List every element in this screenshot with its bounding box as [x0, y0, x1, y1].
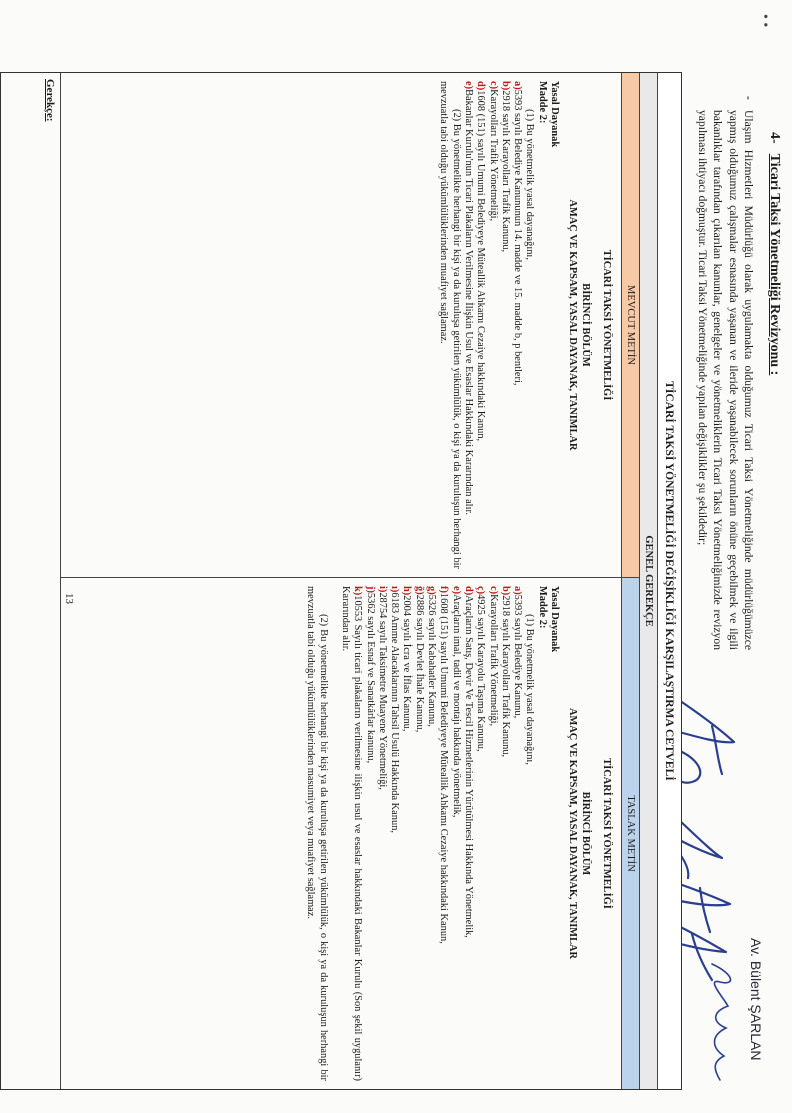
legal-basis-label: Yasal Dayanak: [549, 586, 560, 653]
regulation-title: TİCARİ TAKSİ YÖNETMELİĞİ: [601, 758, 612, 909]
reason-row: [0, 73, 61, 1089]
list-item: ç)4925 sayılı Karayolu Taşıma Kanunu,: [475, 586, 487, 752]
list-item: d)1608 (151) sayılı Umumi Belediyeye Müteallik Ahkamı Cezaiye hakkındaki Kanun,: [475, 81, 487, 442]
lawyer-signature: [702, 956, 742, 1086]
scan-marks: • •: [757, 14, 772, 28]
intro-paragraph: [694, 96, 756, 650]
list-item: e)Araçların imal, tadil ve montajı hakkında yönetmelik,: [450, 586, 462, 818]
column-headers: [621, 73, 639, 1089]
comparison-table: [0, 72, 682, 1090]
current-text-header: MEVCUT METİN: [622, 73, 639, 578]
list-item: d)Araçların Satış, Devir Ve Tescil Hizmetlerinin Yürütülmesi Hakkında Yönetmelik,: [462, 586, 474, 938]
regulation-title: TİCARİ TAKSİ YÖNETMELİĞİ: [601, 249, 612, 401]
section-number: 4-: [767, 132, 782, 144]
list-item: c)Karayolları Trafik Yönetmeliği,: [487, 81, 499, 222]
lawyer-stamp: [692, 938, 772, 1098]
list-item: e)Bakanlar Kurulu'nun Ticari Plakaların Verilmesine İlişkin Usul ve Esaslar Hakkındaki Kararından alır.: [462, 81, 474, 515]
list-item: g)5326 sayılı Kabahatler Kanunu,: [426, 586, 438, 727]
section-label: BİRİNCİ BÖLÜM: [580, 791, 591, 876]
list-item: c)Karayolları Trafik Yönetmeliği,: [487, 586, 499, 727]
article-label: Madde 2:: [536, 81, 548, 124]
list-item: j)5362 sayılı Esnaf ve Sanatkârlar kanunu,: [364, 586, 376, 764]
list-item: a)5393 sayılı Belediye Kanunu,: [512, 586, 524, 719]
list-item: ğ)2886 sayılı Devlet İhale Kanunu,: [413, 586, 425, 733]
lawyer-name: Av. Bülent ŞARLAN: [748, 938, 764, 1061]
paragraph-2: (2) Bu yönetmelikte herhangi bir kişi ya da kuruluşa getirilen yükümlülük, o kişi ya da kuruluşun herhangi bir mevzuatla tabi olduğu yükümlülüklerinden masumiyet veya muafiyet sağlamaz.: [305, 586, 329, 1081]
draft-text-column: [61, 578, 621, 1089]
reason-label: Gerekçe:: [44, 79, 56, 122]
paragraph-1: (1) Bu yönetmelik yasal dayanağını,: [524, 614, 536, 765]
general-reason-heading: GENEL GEREKÇE: [639, 73, 657, 1089]
list-item: a)5393 sayılı Belediye Kanununun 14. madde ve 15. madde b, p bentleri,: [512, 81, 524, 386]
draft-text-header: TASLAK METİN: [622, 578, 639, 1089]
current-text-column: [61, 73, 621, 578]
page-number: 13: [63, 593, 75, 604]
section-heading: [766, 132, 782, 375]
section-title-label: AMAÇ VE KAPSAM, YASAL DAYANAK, TANIMLAR: [567, 707, 578, 960]
legal-basis-label: Yasal Dayanak: [549, 81, 560, 148]
table-title: TİCARİ TAKSİ YÖNETMELİĞİ DEĞİŞİKLİĞİ KARŞILAŞTIRMA CETVELİ: [657, 73, 681, 1089]
list-item: b)2918 sayılı Karayolları Trafik Kanunu,: [499, 81, 511, 253]
article-label: Madde 2:: [536, 586, 548, 629]
section-title-label: AMAÇ VE KAPSAM, YASAL DAYANAK, TANIMLAR: [567, 199, 578, 451]
paragraph-1: (1) Bu yönetmelik yasal dayanağını,: [524, 109, 536, 260]
list-item: f)1608 (151) sayılı Umumi Belediyeye Müteallik Ahkamı Cezaiye hakkındaki Kanun,: [438, 586, 450, 944]
list-item: ı)6183 Amme Alacaklarının Tahsil Usulü Hakkında Kanun,: [389, 586, 401, 833]
list-item: i)28754 sayılı Taksimetre Muayene Yönetmeliği,: [376, 586, 388, 790]
section-title: Ticari Taksi Yönetmeliği Revizyonu :: [767, 153, 782, 376]
list-item: k)10553 Sayılı ticari plakaların verilmesine ilişkin usul ve esaslar hakkındaki Bakanlar Kurulu (Son şekil uygulanır) Kararından alır.: [339, 586, 364, 1081]
paragraph-2: (2) Bu yönetmelikte herhangi bir kişi ya da kuruluşa getirilen yükümlülük, o kişi ya da kuruluşun herhangi bir mevzuatla tabi olduğu yükümlülüklerinden muafiyet sağlamaz.: [438, 81, 462, 569]
list-item: h)2004 sayılı İcra ve İflas Kanunu,: [401, 586, 413, 732]
intro-text: Ulaşım Hizmetleri Müdürlüğü olarak uygulamakta olduğumuz Ticari Taksi Yönetmeliğinde müdürlüğümüzce yapmış olduğumuz çalışmalar esnasında yaşanan ve ileride yaşanabilecek sorunların önüne geçebilmek ve ilgili bakanlıklar tarafından çıkarılan kanunlar, genelgeler ve yönetmeliklerin Ticari Taksi Yönetmeliğimizde revizyon yapılması ihtiyacı doğmuştur. Ticari Taksi Yönetmeliğinde yapılan değişiklikler şu şekildedir;: [695, 110, 755, 650]
list-item: b)2918 sayılı Karayolları Trafik Kanunu,: [499, 586, 511, 758]
bullet-dash: -: [742, 96, 755, 100]
section-label: BİRİNCİ BÖLÜM: [580, 283, 591, 367]
